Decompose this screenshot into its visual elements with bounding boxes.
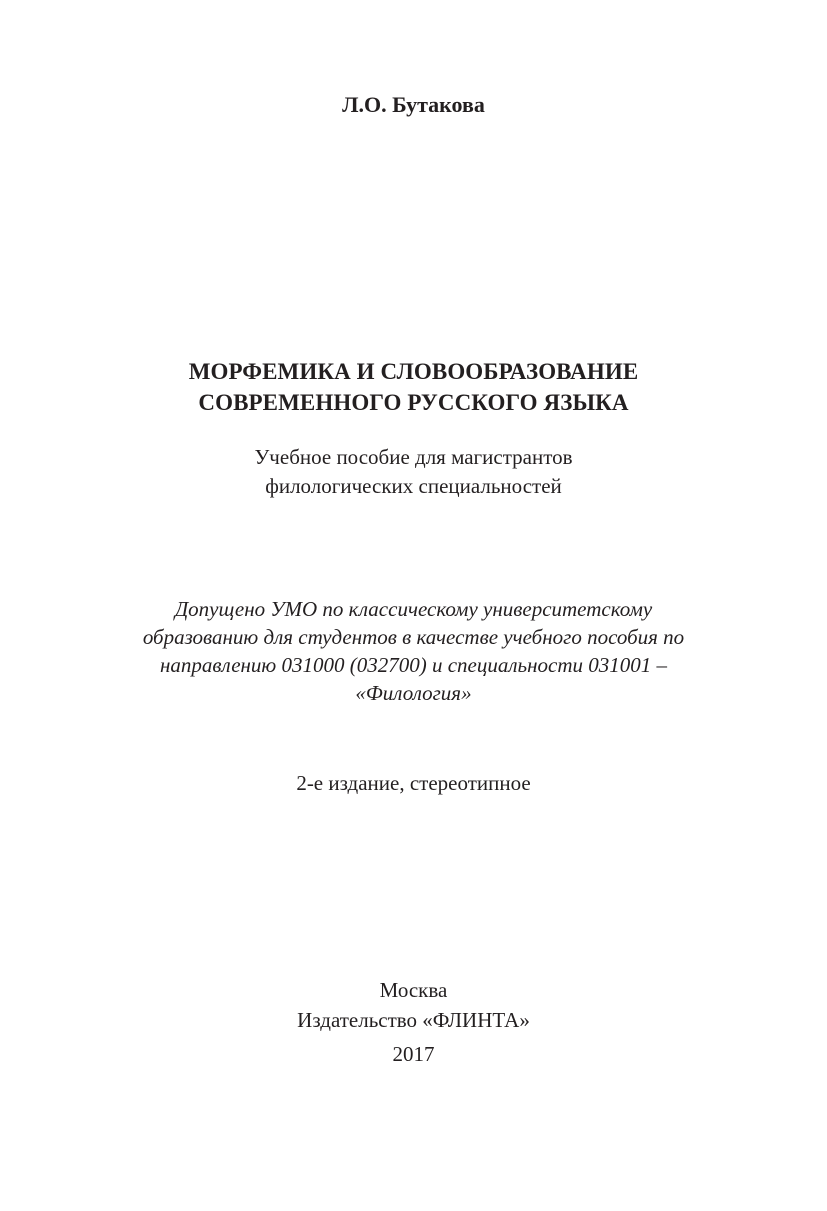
author-name: Л.О. Бутакова [342,92,485,117]
imprint-block [0,975,827,1069]
book-subtitle [0,443,827,501]
book-title [0,356,827,418]
book-subtitle-line: филологических специальностей [265,474,562,498]
approval-line: Допущено УМО по классическому университетскому [174,597,653,621]
edition-note: 2-е издание, стереотипное [296,771,531,795]
approval-line: «Филология» [355,681,472,705]
imprint-publisher: Издательство «ФЛИНТА» [297,1008,530,1032]
approval-line: направлению 031000 (032700) и специальности 031001 – [159,653,667,677]
approval-statement [0,595,827,707]
author-block [0,88,827,122]
edition-block [0,768,827,798]
book-subtitle-line: Учебное пособие для магистрантов [254,445,573,469]
approval-line: образованию для студентов в качестве учебного пособия по [142,625,685,649]
imprint-year: 2017 [392,1042,435,1066]
book-title-line: СОВРЕМЕННОГО РУССКОГО ЯЗЫКА [198,390,629,415]
imprint-city: Москва [379,978,448,1002]
book-title-line: МОРФЕМИКА И СЛОВООБРАЗОВАНИЕ [188,359,639,384]
